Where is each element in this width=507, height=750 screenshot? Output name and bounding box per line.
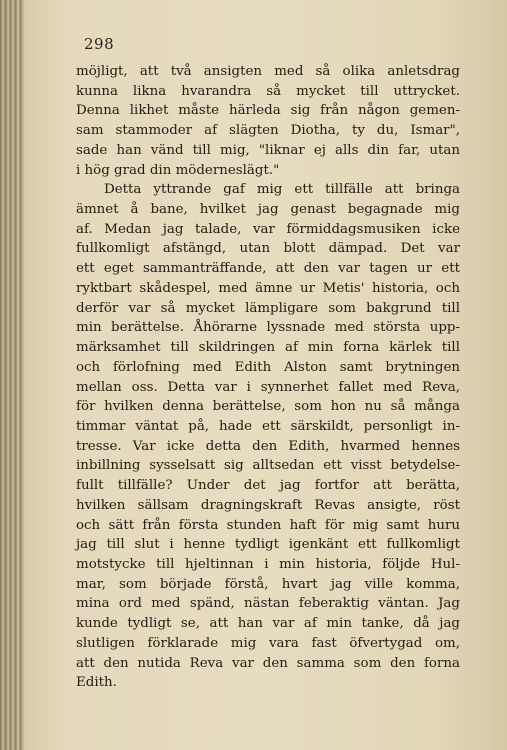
- text-line: kunde tydligt se, att han var af min tanke, då jag: [76, 616, 460, 632]
- text-line: timmar väntat på, hade ett särskildt, personligt in-: [76, 418, 460, 434]
- text-line: hvilken sällsam dragningskraft Revas ansigte, röst: [76, 497, 460, 513]
- text-line: för hvilken denna berättelse, som hon nu så många: [76, 399, 460, 415]
- body-text: [76, 62, 460, 693]
- text-line: fullkomligt afstängd, utan blott dämpad. Det var: [76, 241, 460, 257]
- text-line: märksamhet till skildringen af min forna kärlek till: [76, 340, 460, 356]
- text-line: Denna likhet måste härleda sig från någon gemen-: [76, 103, 460, 119]
- text-line: och sätt från första stunden haft för mig samt huru: [76, 517, 460, 533]
- text-line: jag till slut i henne tydligt igenkänt ett fullkomligt: [76, 537, 460, 553]
- text-line: sam stammoder af slägten Diotha, ty du, Ismar",: [76, 123, 460, 139]
- text-line: sade han vänd till mig, "liknar ej alls din far, utan: [76, 142, 460, 158]
- text-line: möjligt, att två ansigten med så olika anletsdrag: [76, 64, 460, 79]
- text-line: mar, som började förstå, hvart jag ville komma,: [76, 576, 460, 592]
- text-line: mellan oss. Detta var i synnerhet fallet med Reva,: [76, 379, 460, 395]
- text-line: att den nutida Reva var den samma som den forna: [76, 655, 460, 671]
- text-line: tresse. Var icke detta den Edith, hvarmed hennes: [76, 438, 460, 454]
- text-line: ämnet å bane, hvilket jag genast begagnade mig: [76, 202, 460, 218]
- text-line: mina ord med spänd, nästan feberaktig väntan. Jag: [76, 596, 460, 612]
- text-line: Edith.: [76, 675, 117, 691]
- text-line: min berättelse. Åhörarne lyssnade med största upp-: [76, 320, 460, 336]
- page-binding-edge: [0, 0, 24, 750]
- text-line: i hög grad din möderneslägt.": [76, 162, 280, 178]
- text-line: af. Medan jag talade, var förmiddagsmusiken icke: [76, 221, 460, 237]
- text-line: kunna likna hvarandra så mycket till uttrycket.: [76, 83, 460, 99]
- page-number: 298: [84, 35, 115, 53]
- text-line: inbillning sysselsatt sig alltsedan ett visst betydelse-: [76, 458, 460, 474]
- text-line: fullt tillfälle? Under det jag fortfor att berätta,: [76, 478, 460, 494]
- text-line: ett eget sammanträffande, att den var tagen ur ett: [76, 261, 460, 277]
- text-line: Detta yttrande gaf mig ett tillfälle att bringa: [104, 182, 460, 198]
- text-line: ryktbart skådespel, med ämne ur Metis' historia, och: [76, 280, 460, 296]
- text-line: och förlofning med Edith Alston samt brytningen: [76, 359, 460, 375]
- text-line: motstycke till hjeltinnan i min historia, följde Hul-: [76, 556, 460, 572]
- text-line: derför var så mycket lämpligare som bakgrund till: [76, 300, 460, 316]
- text-line: slutligen förklarade mig vara fast öfvertygad om,: [76, 635, 460, 651]
